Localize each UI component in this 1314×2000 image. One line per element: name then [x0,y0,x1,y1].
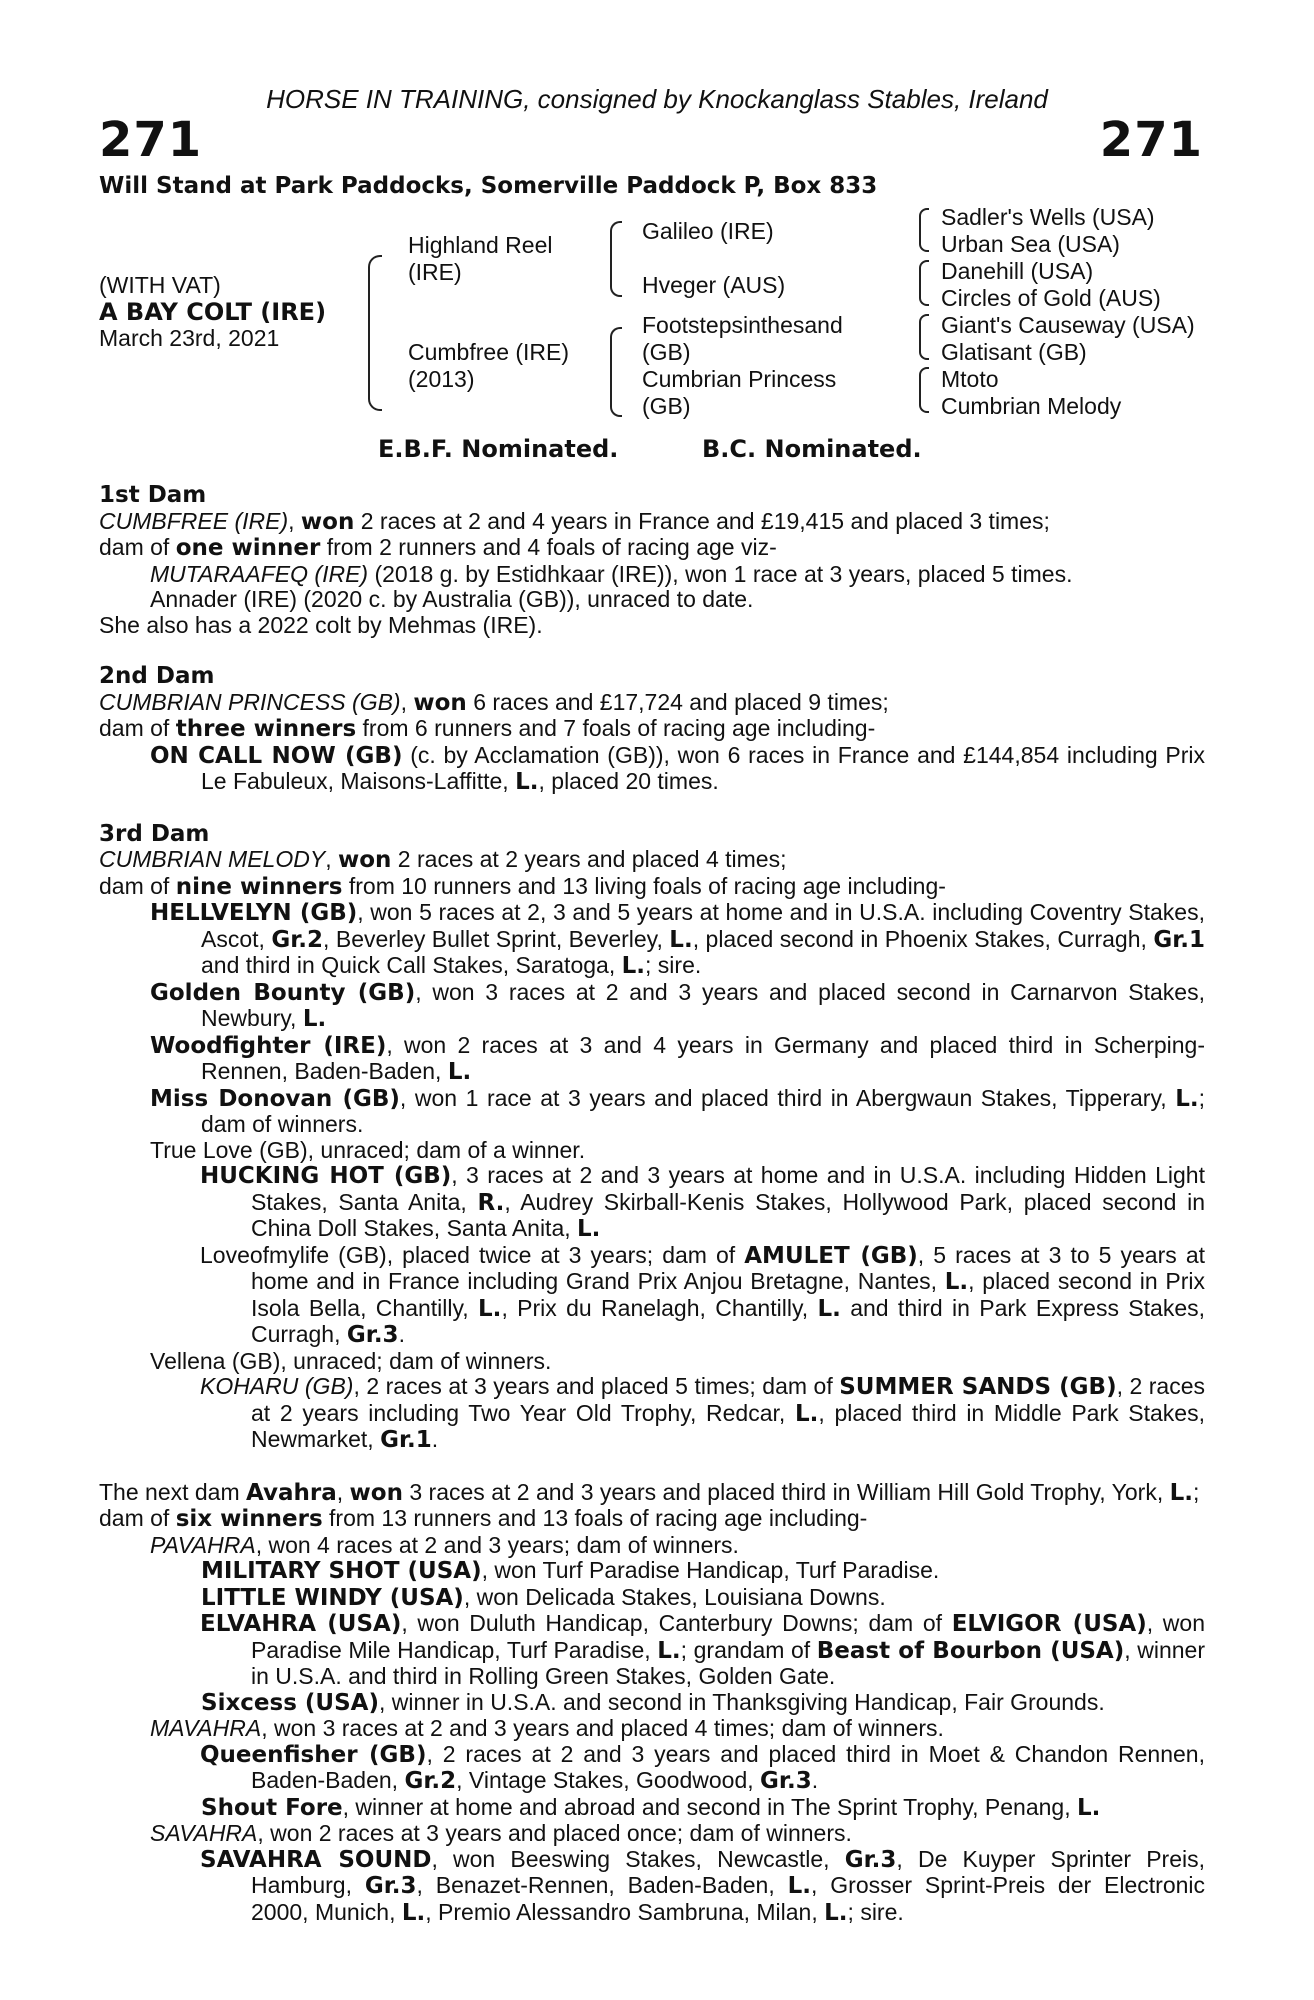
pedigree-sire: Highland Reel (IRE) [408,232,553,285]
family-line: SAVAHRA, won 2 races at 3 years and placed once; dam of winners. [150,1820,852,1846]
horse-name: A BAY COLT (IRE) [99,298,327,326]
pedigree-g3: Danehill (USA) [941,258,1094,284]
family-line: KOHARU (GB), 2 races at 3 years and placed 5 times; dam of SUMMER SANDS (GB), 2 races at 2 years including Two Year Old Trophy, Redcar, L., placed third in Middle Park Stakes, Newmarket, Gr.1. [200,1373,1206,1453]
family-line: dam of six winners from 13 runners and 13 foals of racing age including- [99,1505,868,1532]
pedigree-sire-sire: Galileo (IRE) [642,218,774,244]
family-line: MAVAHRA, won 3 races at 2 and 3 years and placed 4 times; dam of winners. [150,1715,944,1741]
family-line: Annader (IRE) (2020 c. by Australia (GB)), unraced to date. [150,586,754,612]
paragraph-gap [99,1454,1205,1480]
lot-number-right: 271 [1099,112,1203,168]
section-heading: 1st Dam [99,482,207,508]
family-line: Sixcess (USA), winner in U.S.A. and second in Thanksgiving Handicap, Fair Grounds. [201,1688,1105,1716]
pedigree-brace-g3 [919,314,929,360]
lot-number-left: 271 [99,112,203,168]
family-line: She also has a 2022 colt by Mehmas (IRE). [99,611,543,638]
ebf-nomination: E.B.F. Nominated. [378,435,619,463]
consignment-line: HORSE IN TRAINING, consigned by Knockanglass Stables, Ireland [266,84,1048,114]
pedigree-g8: Cumbrian Melody [941,393,1122,419]
pedigree-g2: Urban Sea (USA) [941,231,1120,257]
stand-location: Will Stand at Park Paddocks, Somerville Paddock P, Box 833 [99,173,878,199]
pedigree-g7: Mtoto [941,366,999,392]
bc-nomination: B.C. Nominated. [702,435,922,463]
pedigree-brace-dam [610,327,622,417]
family-line: Loveofmylife (GB), placed twice at 3 years; dam of AMULET (GB), 5 races at 3 to 5 years at home and in France including Grand Prix Anjou Bretagne, Nantes, L., placed second in Prix Isola Bella, Chantilly, L., Prix du Ranelagh, Chantilly, L. and third in Park Express Stakes, Curragh, Gr.3. [200,1241,1206,1348]
family-line: CUMBFREE (IRE), won 2 races at 2 and 4 years in France and £19,415 and placed 3 times; [99,507,1050,535]
vat-note: (WITH VAT) [99,272,221,298]
section-heading: 2nd Dam [99,663,215,689]
family-line: dam of one winner from 2 runners and 4 foals of racing age viz- [99,534,777,561]
foaling-date: March 23rd, 2021 [99,325,280,351]
family-notes [99,483,1205,1926]
pedigree-g1: Sadler's Wells (USA) [941,204,1155,230]
pedigree-brace-g2 [919,260,929,306]
pedigree-brace-sire [610,221,622,297]
pedigree-g4: Circles of Gold (AUS) [941,285,1161,311]
pedigree-g6: Glatisant (GB) [941,339,1087,365]
section-heading: 3rd Dam [99,820,210,847]
family-line: ELVAHRA (USA), won Duluth Handicap, Canterbury Downs; dam of ELVIGOR (USA), won Paradise Mile Handicap, Turf Paradise, L.; grandam of Beast of Bourbon (USA), winner in U.S.A. and third in Rolling Green Stakes, Golden Gate. [200,1610,1205,1689]
family-line: The next dam Avahra, won 3 races at 2 and 3 years and placed third in William Hill Gold Trophy, York, L.; [99,1478,1200,1506]
family-line: Vellena (GB), unraced; dam of winners. [150,1347,552,1374]
family-line: LITTLE WINDY (USA), won Delicada Stakes, Louisiana Downs. [201,1583,886,1611]
family-line: MUTARAAFEQ (IRE) (2018 g. by Estidhkaar (IRE)), won 1 race at 3 years, placed 5 times. [150,560,1073,587]
pedigree-dam: Cumbfree (IRE) (2013) [408,339,570,392]
pedigree-dam-sire: Footstepsinthesand (GB) [642,312,843,365]
family-line: Golden Bounty (GB), won 3 races at 2 and 3 years and placed second in Carnarvon Stakes, Newbury, L. [150,978,1205,1032]
family-line: PAVAHRA, won 4 races at 2 and 3 years; dam of winners. [150,1531,739,1558]
family-line: MILITARY SHOT (USA), won Turf Paradise Handicap, Turf Paradise. [201,1557,940,1584]
family-line: HELLVELYN (GB), won 5 races at 2, 3 and 5 years at home and in U.S.A. including Coventry Stakes, Ascot, Gr.2, Beverley Bullet Sprint, Beverley, L., placed second in Phoenix Stakes, Curragh, Gr.1 and third in Quick Call Stakes, Saratoga, L.; sire. [150,899,1205,979]
pedigree-brace-g1 [919,208,929,252]
pedigree-sire-dam: Hveger (AUS) [642,272,786,298]
family-line: CUMBRIAN PRINCESS (GB), won 6 races and £17,724 and placed 9 times; [99,688,889,716]
family-line: SAVAHRA SOUND, won Beeswing Stakes, Newcastle, Gr.3, De Kuyper Sprinter Preis, Hamburg, Gr.3, Benazet-Rennen, Baden-Baden, L., Grosser Sprint-Preis der Electronic 2000, Munich, L., Premio Alessandro Sambruna, Milan, L.; sire. [200,1845,1206,1926]
family-line: Miss Donovan (GB), won 1 race at 3 years and placed third in Abergwaun Stakes, Tipperary, L.; dam of winners. [150,1084,1205,1137]
family-line: CUMBRIAN MELODY, won 2 races at 2 years and placed 4 times; [99,846,787,873]
family-line: ON CALL NOW (GB) (c. by Acclamation (GB)), won 6 races in France and £144,854 including Prix Le Fabuleux, Maisons-Laffitte, L., placed 20 times. [150,741,1205,795]
family-line: dam of three winners from 6 runners and 7 foals of racing age including- [99,715,876,742]
pedigree-brace-main [368,255,382,411]
pedigree-dam-dam: Cumbrian Princess (GB) [642,366,837,419]
pedigree-brace-g4 [919,367,929,413]
pedigree-g5: Giant's Causeway (USA) [941,312,1195,338]
family-line: True Love (GB), unraced; dam of a winner. [150,1136,586,1163]
family-line: Woodfighter (IRE), won 2 races at 3 and 4 years in Germany and placed third in Scherping-Rennen, Baden-Baden, L. [150,1031,1205,1085]
family-line: dam of nine winners from 10 runners and 13 living foals of racing age including- [99,872,946,900]
family-line: HUCKING HOT (GB), 3 races at 2 and 3 years at home and in U.S.A. including Hidden Light Stakes, Santa Anita, R., Audrey Skirball-Kenis Stakes, Hollywood Park, placed second in China Doll Stakes, Santa Anita, L. [200,1162,1205,1242]
family-line: Shout Fore, winner at home and abroad and second in The Sprint Trophy, Penang, L. [201,1793,1101,1821]
family-line: Queenfisher (GB), 2 races at 2 and 3 years and placed third in Moet & Chandon Rennen, Baden-Baden, Gr.2, Vintage Stakes, Goodwood, Gr.3. [200,1740,1205,1794]
